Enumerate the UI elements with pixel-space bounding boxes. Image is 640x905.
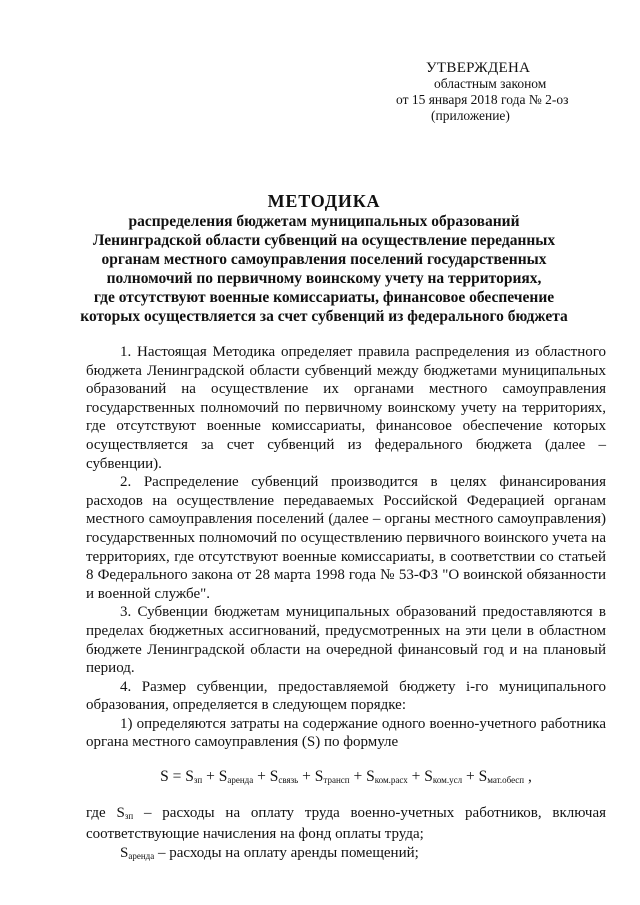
cost-formula xyxy=(86,768,606,790)
definition-subscript: зп xyxy=(124,810,134,821)
title-line: которых осуществляется за счет субвенций из федерального бюджета xyxy=(80,308,568,325)
formula-part: + S xyxy=(349,768,375,786)
formula-subscript: мат.обесп xyxy=(487,775,525,786)
approval-law-date: от 15 января 2018 года № 2-оз xyxy=(396,92,569,107)
paragraph-4: 4. Размер субвенции, предоставляемой бюджету i-го муниципального образования, определяется в следующем порядке: xyxy=(86,678,606,714)
formula-subscript: аренда xyxy=(227,775,254,786)
definition-lead: S xyxy=(120,844,129,861)
title-line: органам местного самоуправления поселений государственных xyxy=(101,251,547,268)
formula-subscript: связь xyxy=(278,775,299,786)
formula-part: + S xyxy=(253,768,279,786)
document-title xyxy=(60,190,588,326)
title-line: где отсутствуют военные комиссариаты, финансовое обеспечение xyxy=(93,289,555,306)
paragraph-1: 1. Настоящая Методика определяет правила распределения из областного бюджета Ленинградской области субвенций между бюджетами муниципальных образований на осуществление их органами местного самоуправления государственных полномочий по первичному воинскому учету на территориях, где отсутствуют военные комиссариаты, финансовое обеспечение которых осуществляется за счет субвенций из федерального бюджета (далее – субвенции). xyxy=(86,344,606,472)
paragraph-3: 3. Субвенции бюджетам муниципальных образований предоставляются в пределах бюджетных ассигнований, предусмотренных на эти цели в областном бюджете Ленинградской области на очередной финансовый год и на плановый период. xyxy=(86,604,606,677)
formula-part: + S xyxy=(407,768,433,786)
paragraph-2: 2. Распределение субвенций производится в целях финансирования расходов на осуществление передаваемых Российской Федерацией органам местного самоуправления поселений (далее – органы местного самоуправления) государственных полномочий по осуществлению первичного воинского учета на территориях, где отсутствуют военные комиссариаты, в соответствии со статьей 8 Федерального закона от 28 марта 1998 года № 53-ФЗ "О воинской обязанности и военной службе". xyxy=(86,474,606,602)
formula-subscript: ком.расх xyxy=(374,775,408,786)
formula-part: S = S xyxy=(160,768,194,786)
formula-subscript: ком.усл xyxy=(432,775,463,786)
definition-szp xyxy=(86,804,606,844)
approval-law-type: областным законом xyxy=(434,76,547,91)
definition-text: – расходы на оплату труда военно-учетных работников, включая соответствующие начисления на фонд оплаты труда; xyxy=(86,804,606,843)
approval-title: УТВЕРЖДЕНА xyxy=(426,60,531,76)
formula-part: + S xyxy=(298,768,324,786)
paragraph-5: 1) определяются затраты на содержание одного военно-учетного работника органа местного самоуправления (S) по формуле xyxy=(86,715,606,751)
document-body xyxy=(86,343,606,865)
approval-stamp xyxy=(396,60,636,124)
definition-sarenda xyxy=(86,844,606,866)
formula-subscript: трансп xyxy=(323,775,350,786)
title-line: распределения бюджетам муниципальных образований xyxy=(128,213,520,230)
title-main: МЕТОДИКА xyxy=(267,191,381,211)
definition-text: – расходы на оплату аренды помещений; xyxy=(154,844,419,861)
formula-part: + S xyxy=(202,768,228,786)
title-line: полномочий по первичному воинскому учету на территориях, xyxy=(106,270,542,287)
formula-subscript: зп xyxy=(193,775,203,786)
definition-lead: где S xyxy=(86,804,125,821)
definition-subscript: аренда xyxy=(128,850,155,861)
title-line: Ленинградской области субвенций на осуществление переданных xyxy=(92,232,556,249)
formula-part: , xyxy=(524,768,532,786)
formula-part: + S xyxy=(462,768,488,786)
approval-appendix: (приложение) xyxy=(431,108,510,123)
